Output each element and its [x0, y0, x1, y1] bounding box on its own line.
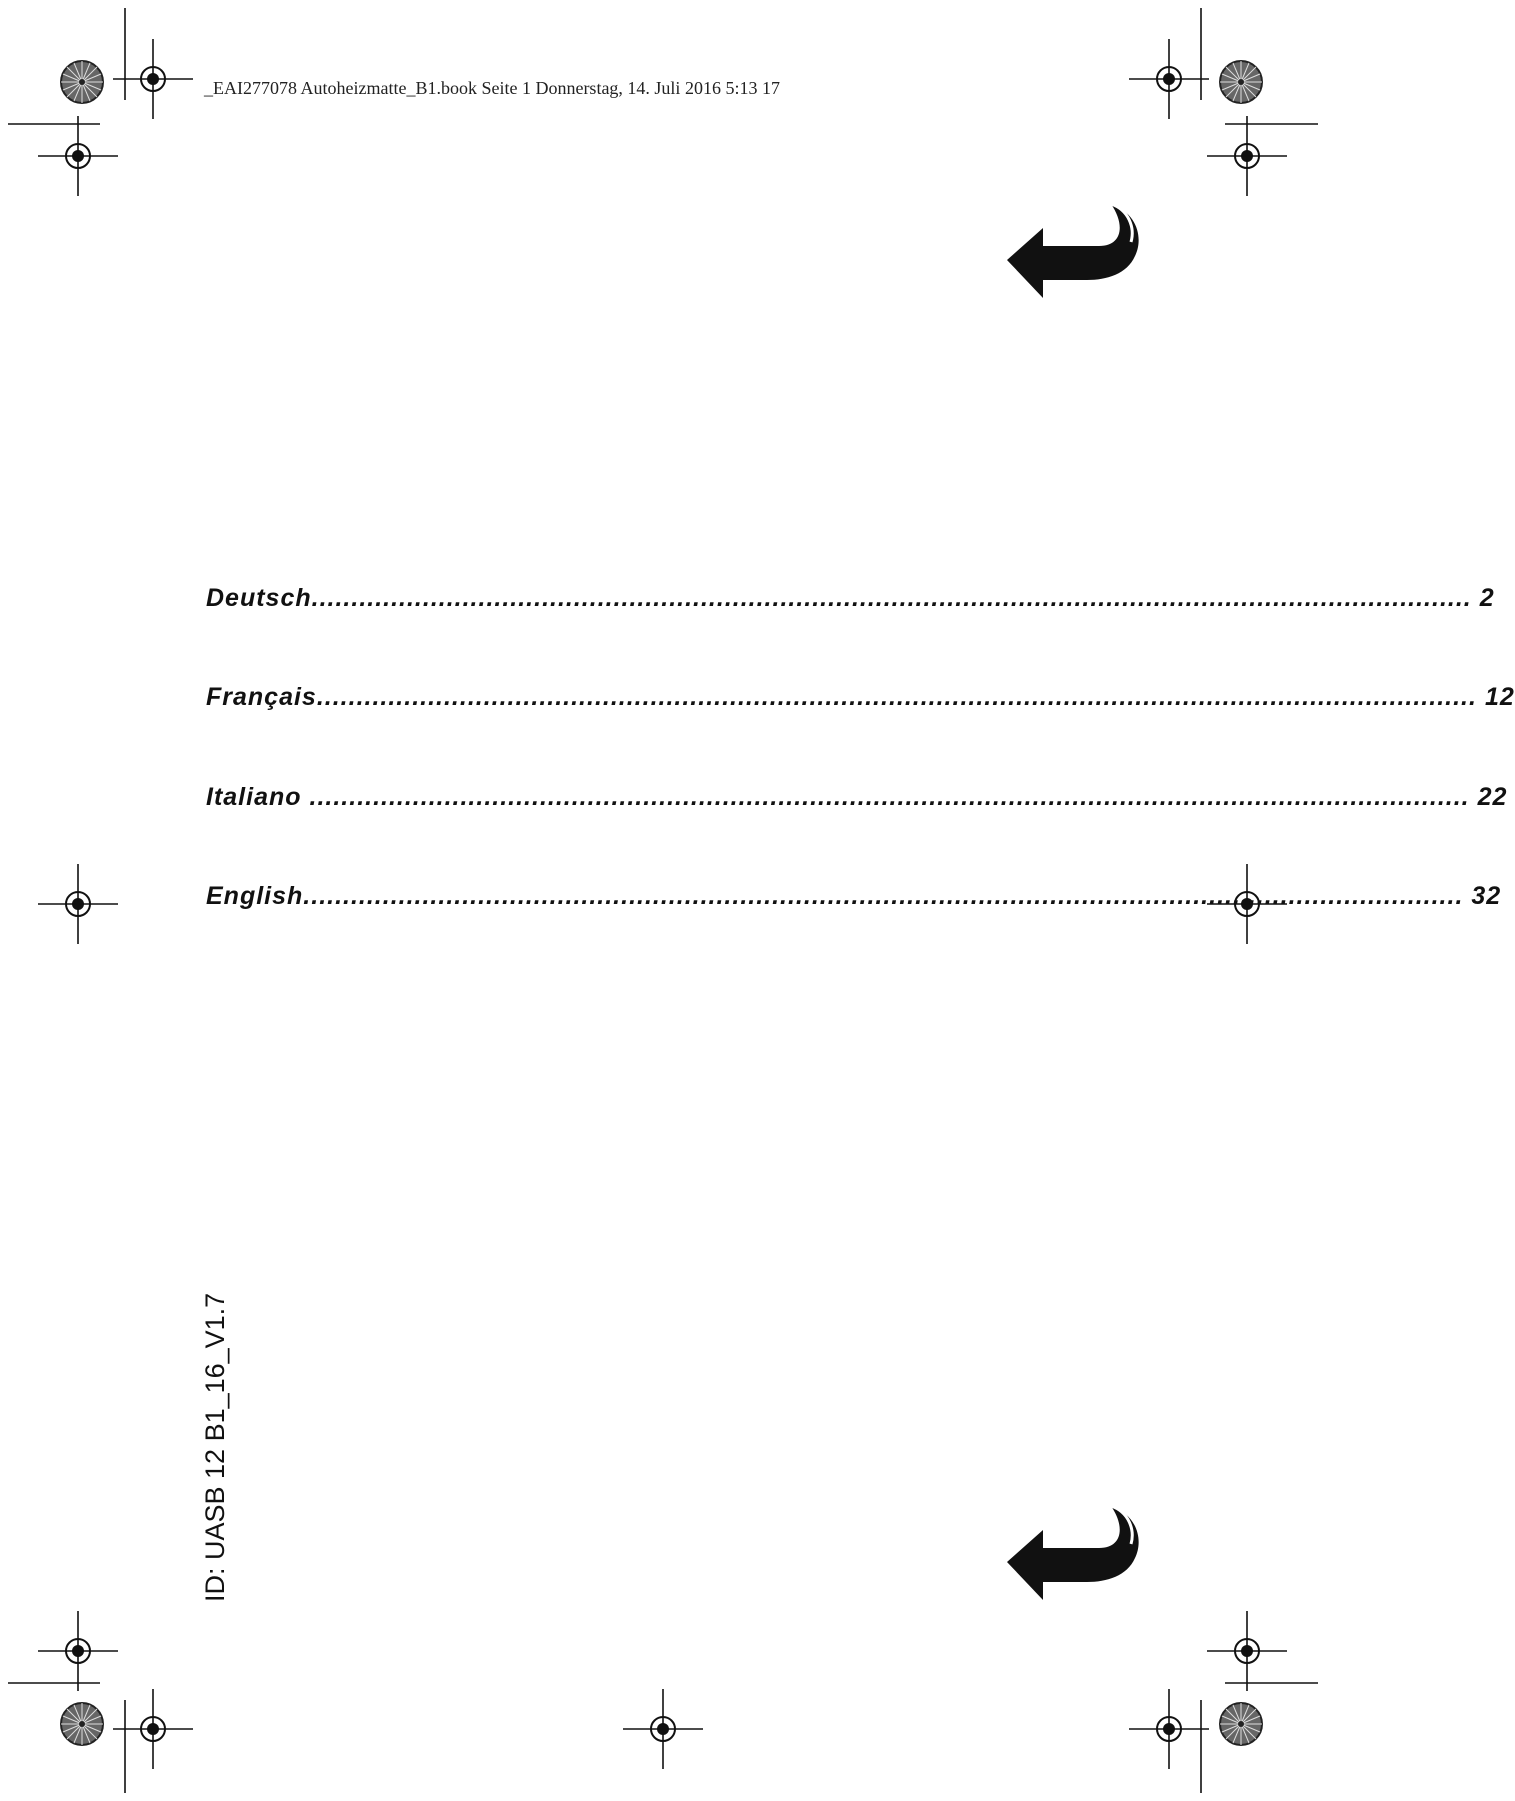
registration-mark-icon — [1129, 39, 1209, 119]
toc-entry-italiano[interactable] — [206, 783, 1508, 812]
toc-entry-deutsch[interactable] — [206, 584, 1495, 613]
starburst-target-icon — [61, 1703, 103, 1745]
registration-mark-icon — [1129, 1689, 1209, 1769]
registration-mark-icon — [38, 116, 118, 196]
toc-page-number: 2 — [1479, 584, 1495, 612]
toc-entry-english[interactable] — [206, 882, 1502, 911]
toc-language: Italiano — [206, 783, 302, 811]
toc-leader-dots: .................................................................................................................................................. — [311, 584, 1472, 612]
page-turn-arrow-icon — [1007, 204, 1139, 298]
toc-entry-francais[interactable] — [206, 683, 1515, 712]
toc-leader-dots: .................................................................................................................................................. — [316, 683, 1477, 711]
document-id: ID: UASB 12 B1_16_V1.7 — [200, 1292, 230, 1602]
toc-page-number: 22 — [1477, 783, 1508, 811]
file-info-header: _EAI277078 Autoheizmatte_B1.book Seite 1 Donnerstag, 14. Juli 2016 5:13 17 — [204, 78, 780, 98]
registration-mark-icon — [1207, 116, 1287, 196]
toc-language: English — [206, 882, 304, 910]
registration-mark-icon — [623, 1689, 703, 1769]
registration-mark-icon — [38, 1611, 118, 1691]
toc-language: Deutsch — [206, 584, 312, 612]
toc-language: Français — [206, 683, 317, 711]
starburst-target-icon — [1220, 61, 1262, 103]
registration-mark-icon — [38, 864, 118, 944]
page-turn-arrow-icon — [1007, 1506, 1139, 1600]
starburst-target-icon — [1220, 1703, 1262, 1745]
registration-mark-icon — [1207, 1611, 1287, 1691]
starburst-target-icon — [61, 61, 103, 103]
toc-page-number: 32 — [1471, 882, 1502, 910]
toc-page-number: 12 — [1484, 683, 1515, 711]
toc-leader-dots: .................................................................................................................................................. — [309, 783, 1470, 811]
toc-leader-dots: .................................................................................................................................................. — [303, 882, 1464, 910]
